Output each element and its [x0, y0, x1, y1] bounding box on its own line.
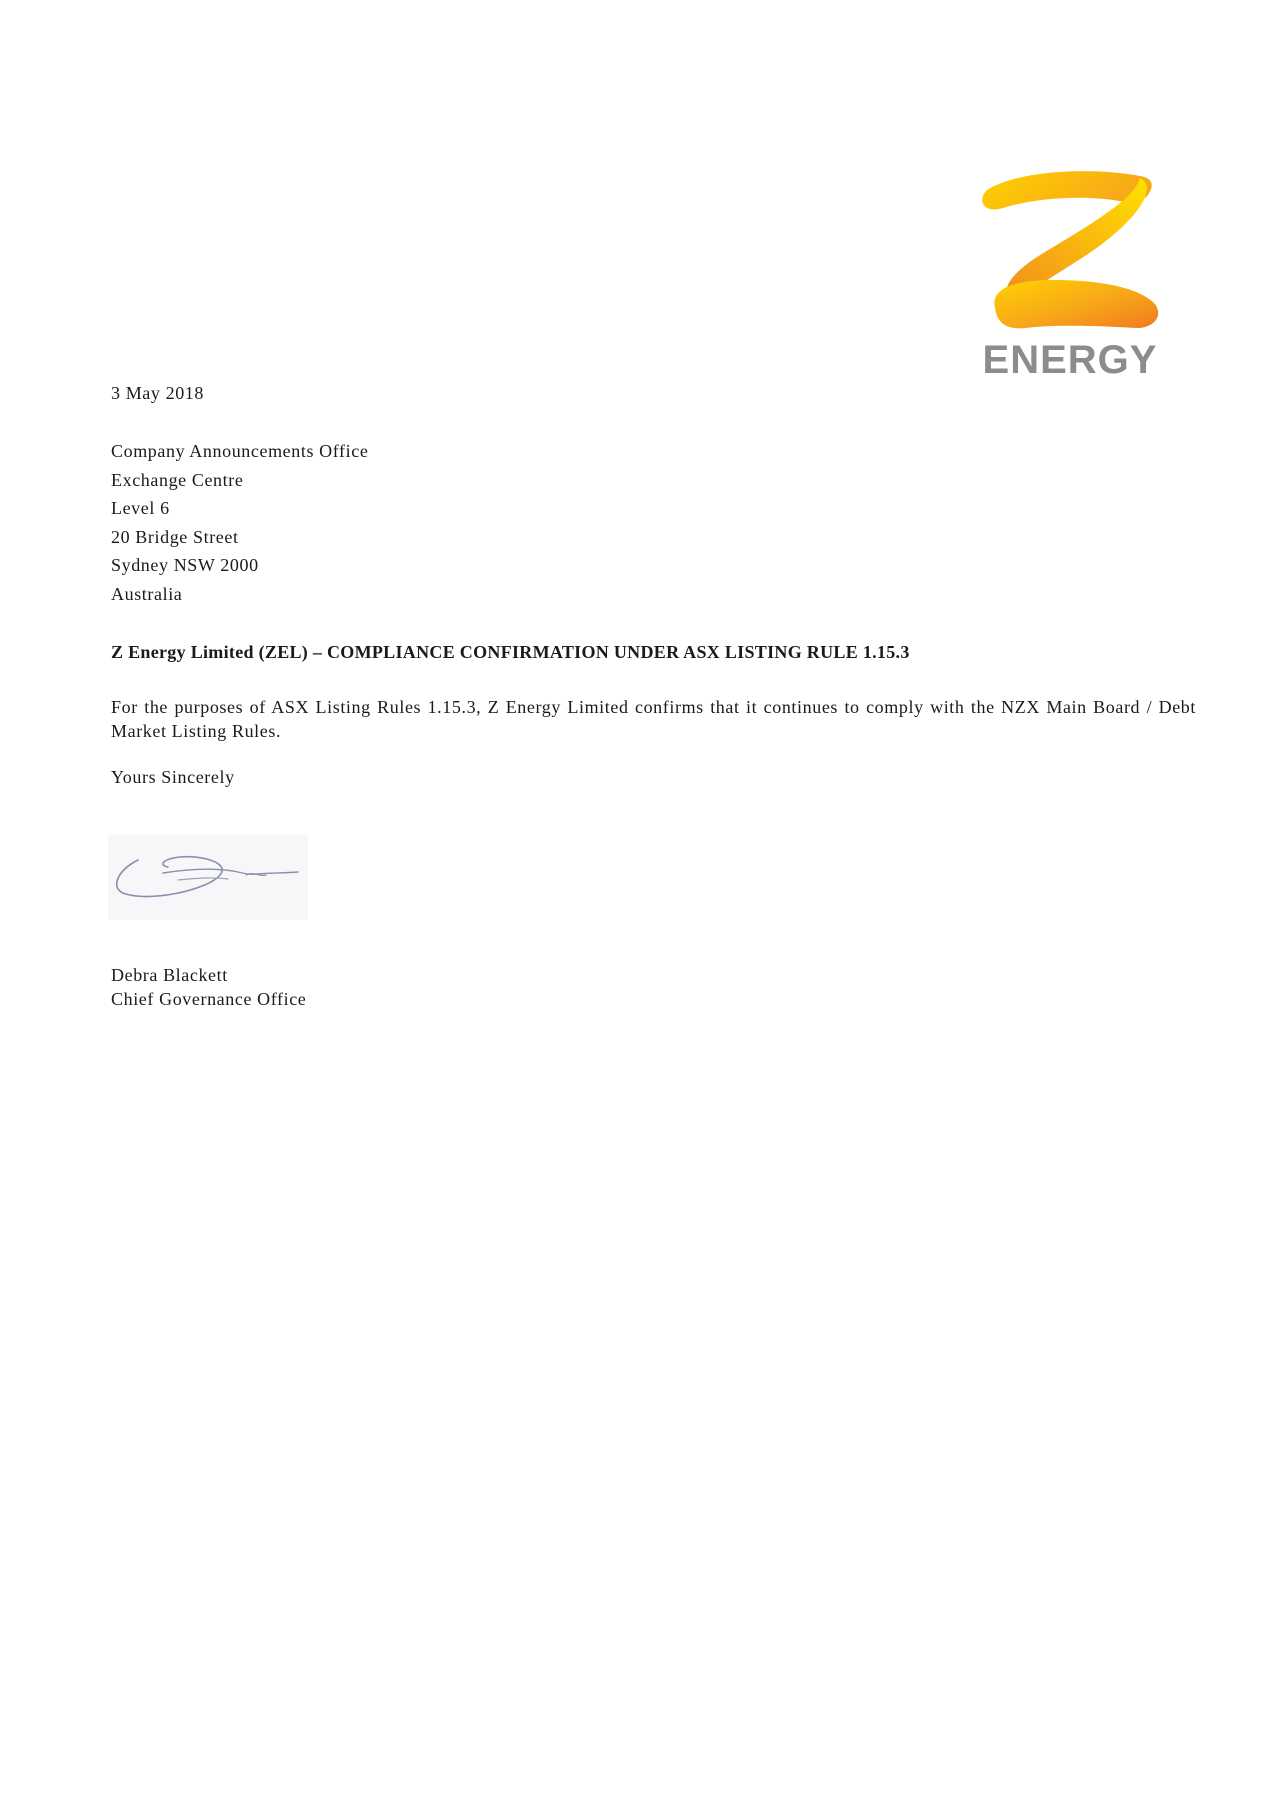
letter-body: For the purposes of ASX Listing Rules 1.15.3, Z Energy Limited confirms that it continues to comply with the NZX Main Board / Debt Market Listing Rules. [111, 697, 1196, 741]
letter-subject: Z Energy Limited (ZEL) – COMPLIANCE CONFIRMATION UNDER ASX LISTING RULE 1.15.3 [111, 642, 910, 662]
address-line: Company Announcements Office [111, 441, 369, 461]
handwritten-signature [108, 835, 308, 920]
z-energy-logo-icon [975, 168, 1165, 338]
signer-title: Chief Governance Office [111, 989, 307, 1009]
letter-date: 3 May 2018 [111, 383, 204, 403]
address-line: Exchange Centre [111, 469, 244, 490]
logo-wordmark: ENERGY [982, 338, 1158, 382]
letter-closing: Yours Sincerely [111, 767, 235, 787]
address-line: 20 Bridge Street [111, 526, 239, 547]
z-energy-logo [975, 168, 1165, 383]
address-line: Australia [111, 583, 183, 604]
signer-block [111, 963, 306, 1011]
address-line: Level 6 [111, 498, 170, 518]
address-line: Sydney NSW 2000 [111, 555, 259, 575]
signer-name: Debra Blackett [111, 965, 228, 985]
recipient-address [111, 437, 368, 608]
